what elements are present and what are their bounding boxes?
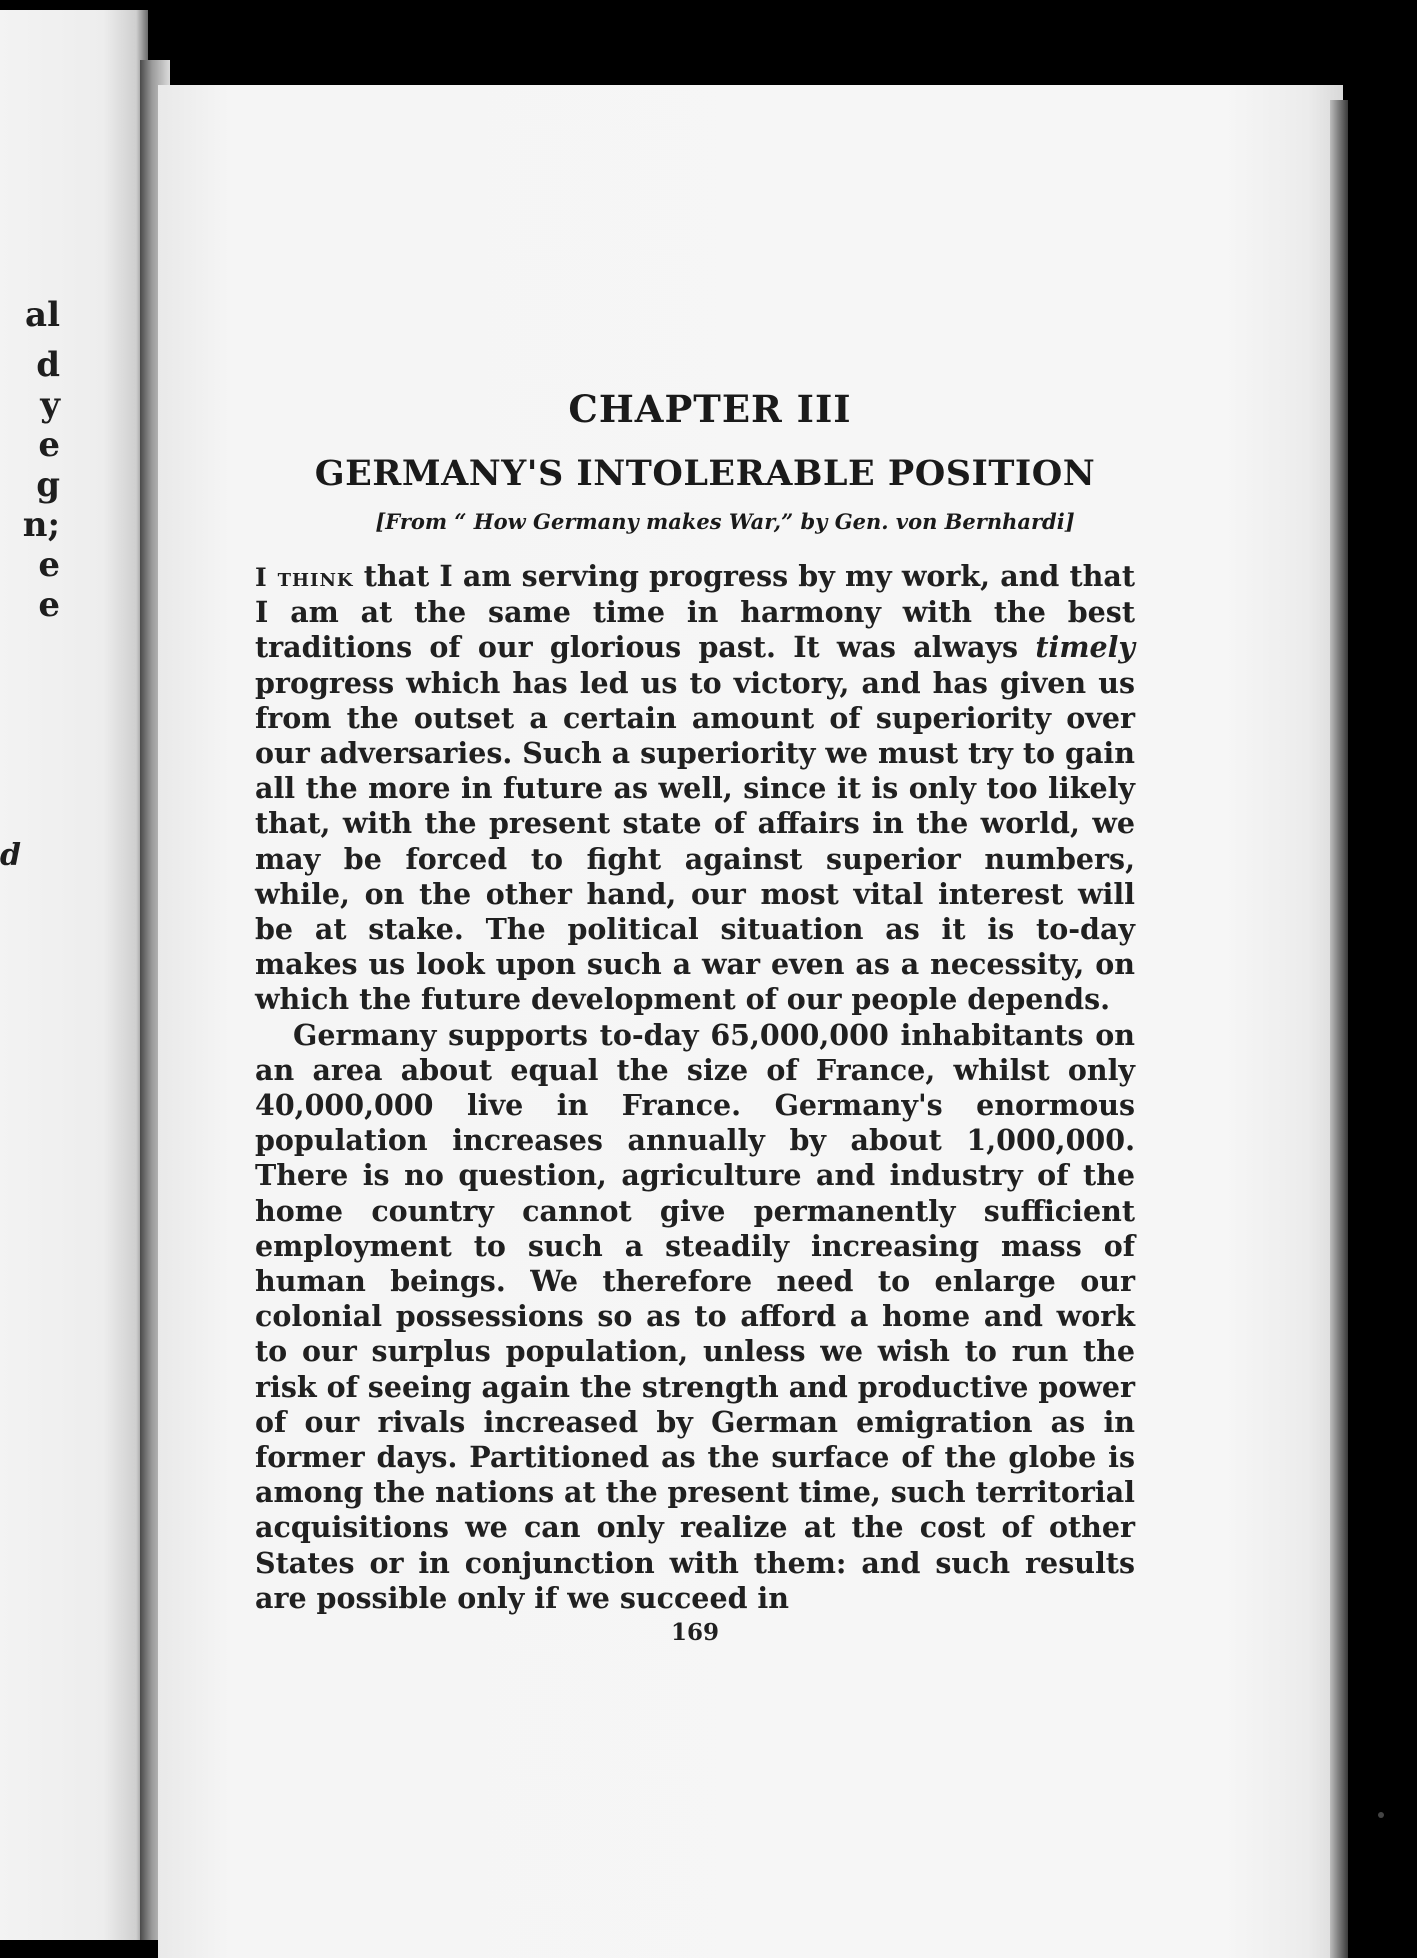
scan-speck — [1378, 1812, 1384, 1818]
page-content — [255, 385, 1135, 1648]
edge-fragment: g — [36, 465, 60, 505]
chapter-number: CHAPTER III — [568, 387, 852, 431]
edge-fragment: d — [36, 345, 60, 385]
edge-fragment: y — [40, 385, 60, 425]
left-page — [0, 10, 148, 1940]
paragraph-1-end: progress which has led us to victory, and has given us from the outset a certain amount of superiority over our adversaries. Such a superiority we must try to gain all the more in future as well, since it is only too likely that, with the present state of affairs in the world, we may be forced to fight against superior numbers, while, on the other hand, our most vital interest will be at stake. The political situation as it is to-day makes us look upon such a war even as a necessity, on which the future development of our people depends. — [255, 665, 1135, 1017]
paragraph-1 — [255, 559, 1135, 1018]
paragraph-1-text: that I am serving progress by my work, and that I am at the same time in harmony with the best traditions of our glorious past. It was always — [255, 559, 1135, 665]
edge-fragment: e — [38, 545, 60, 585]
left-page-edge-text — [0, 295, 60, 625]
paragraph-2: Germany supports to-day 65,000,000 inhabitants on an area about equal the size of France, whilst only 40,000,000 live in France. Germany's enormous population increases annually by about 1,000,000. There is no question, agriculture and industry of the home country cannot give permanently sufficient employment to such a steadily increasing mass of human beings. We therefore need to enlarge our colonial possessions so as to afford a home and work to our surplus population, unless we wish to run the risk of seeing again the strength and productive power of our rivals increased by German emigration as in former days. Partitioned as the surface of the globe is among the nations at the present time, such territorial acquisitions we can only realize at the cost of other States or in conjunction with them: and such results are possible only if we succeed in — [255, 1017, 1135, 1615]
edge-fragment: al — [25, 295, 60, 335]
left-page-edge-italic: d — [0, 838, 21, 873]
source-attribution: [From “ How Germany makes War,” by Gen. von Bernhardi] — [375, 509, 1075, 534]
edge-fragment: e — [38, 585, 60, 625]
page-edge-shadow — [1330, 100, 1348, 1958]
edge-fragment: e — [38, 425, 60, 465]
edge-fragment: n; — [22, 505, 60, 545]
paragraph-lead: I think — [255, 563, 354, 592]
paragraph-1-italic: timely — [1035, 630, 1135, 665]
chapter-title: GERMANY'S INTOLERABLE POSITION — [314, 453, 1096, 494]
page-number: 169 — [670, 1619, 719, 1647]
body-text — [255, 559, 1135, 1616]
